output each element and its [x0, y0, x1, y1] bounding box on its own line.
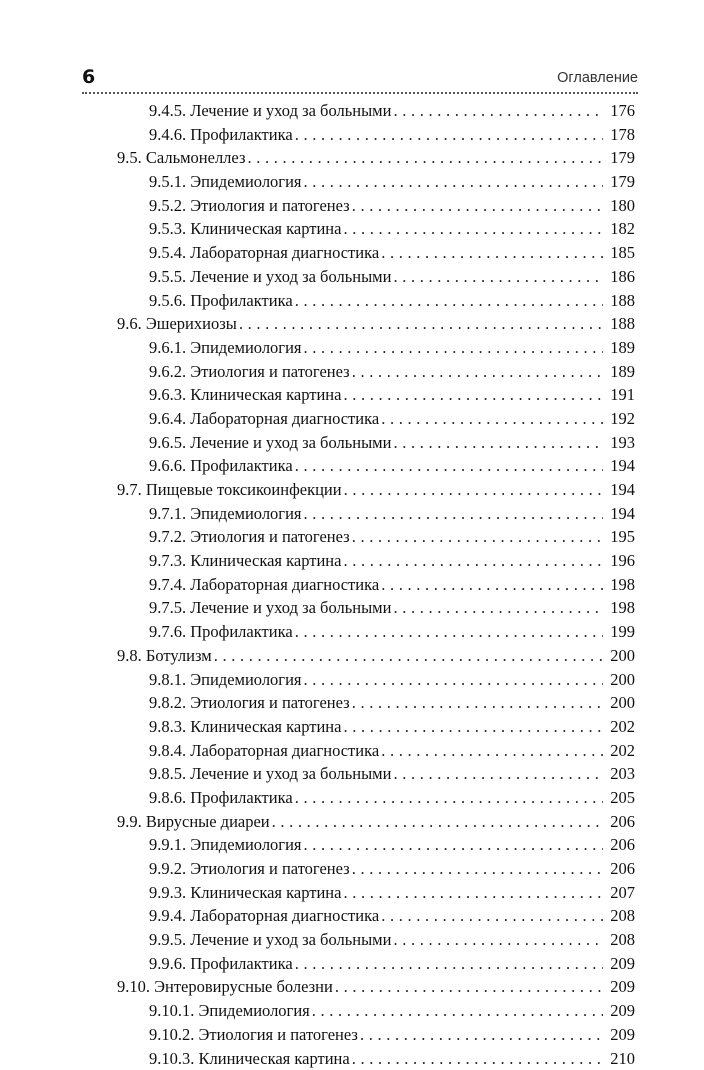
toc-entry-page-number: 202	[603, 739, 635, 763]
toc-entry-title: 9.5.4. Лабораторная диагностика	[149, 241, 381, 265]
toc-entry-title: 9.9.2. Этиология и патогенез	[149, 857, 352, 881]
toc-entry-page-number: 180	[603, 194, 635, 218]
toc-entry-title: 9.7.2. Этиология и патогенез	[149, 525, 352, 549]
page-number: 6	[82, 66, 95, 88]
toc-entry-page-number: 206	[603, 810, 635, 834]
toc-dot-leader	[360, 1023, 603, 1047]
toc-section-entry[interactable]	[0, 644, 704, 668]
header-dotted-rule	[82, 92, 638, 94]
toc-dot-leader	[335, 975, 603, 999]
toc-subsection-entry[interactable]	[0, 407, 704, 431]
toc-entry-page-number: 194	[603, 502, 635, 526]
toc-subsection-entry[interactable]	[0, 431, 704, 455]
toc-dot-leader	[239, 312, 603, 336]
toc-dot-leader	[393, 431, 603, 455]
toc-entry-page-number: 198	[603, 596, 635, 620]
toc-dot-leader	[352, 194, 603, 218]
toc-subsection-entry[interactable]	[0, 715, 704, 739]
toc-dot-leader	[381, 904, 603, 928]
toc-entry-title: 9.4.5. Лечение и уход за больными	[149, 99, 393, 123]
toc-dot-leader	[352, 857, 603, 881]
toc-entry-page-number: 206	[603, 833, 635, 857]
toc-subsection-entry[interactable]	[0, 241, 704, 265]
toc-subsection-entry[interactable]	[0, 857, 704, 881]
toc-subsection-entry[interactable]	[0, 928, 704, 952]
page-header	[82, 66, 638, 92]
toc-section-entry[interactable]	[0, 146, 704, 170]
toc-dot-leader	[393, 99, 603, 123]
toc-dot-leader	[352, 1047, 603, 1070]
toc-entry-page-number: 191	[603, 383, 635, 407]
toc-entry-page-number: 195	[603, 525, 635, 549]
toc-entry-title: 9.8.4. Лабораторная диагностика	[149, 739, 381, 763]
toc-dot-leader	[304, 336, 604, 360]
toc-dot-leader	[312, 999, 603, 1023]
toc-dot-leader	[344, 478, 603, 502]
toc-dot-leader	[381, 573, 603, 597]
toc-entry-page-number: 189	[603, 360, 635, 384]
toc-dot-leader	[214, 644, 603, 668]
toc-subsection-entry[interactable]	[0, 454, 704, 478]
toc-subsection-entry[interactable]	[0, 573, 704, 597]
toc-entry-page-number: 200	[603, 644, 635, 668]
toc-entry-page-number: 188	[603, 289, 635, 313]
toc-entry-page-number: 208	[603, 928, 635, 952]
toc-section-entry[interactable]	[0, 312, 704, 336]
toc-entry-title: 9.4.6. Профилактика	[149, 123, 295, 147]
toc-entry-page-number: 199	[603, 620, 635, 644]
toc-entry-page-number: 176	[603, 99, 635, 123]
toc-entry-title: 9.6.3. Клиническая картина	[149, 383, 343, 407]
toc-subsection-entry[interactable]	[0, 999, 704, 1023]
toc-entry-page-number: 192	[603, 407, 635, 431]
toc-entry-title: 9.6.4. Лабораторная диагностика	[149, 407, 381, 431]
toc-dot-leader	[393, 762, 603, 786]
toc-dot-leader	[393, 928, 603, 952]
toc-section-entry[interactable]	[0, 975, 704, 999]
toc-dot-leader	[352, 360, 603, 384]
toc-dot-leader	[247, 146, 603, 170]
toc-dot-leader	[393, 596, 603, 620]
toc-section-entry[interactable]	[0, 478, 704, 502]
toc-dot-leader	[304, 668, 604, 692]
toc-subsection-entry[interactable]	[0, 904, 704, 928]
toc-entry-title: 9.9.5. Лечение и уход за больными	[149, 928, 393, 952]
toc-subsection-entry[interactable]	[0, 739, 704, 763]
toc-entry-page-number: 193	[603, 431, 635, 455]
toc-subsection-entry[interactable]	[0, 786, 704, 810]
toc-dot-leader	[304, 502, 604, 526]
toc-dot-leader	[272, 810, 603, 834]
toc-entry-page-number: 198	[603, 573, 635, 597]
toc-entry-title: 9.10.2. Этиология и патогенез	[149, 1023, 360, 1047]
toc-subsection-entry[interactable]	[0, 383, 704, 407]
toc-subsection-entry[interactable]	[0, 123, 704, 147]
toc-entry-page-number: 209	[603, 952, 635, 976]
toc-entry-title: 9.8.3. Клиническая картина	[149, 715, 343, 739]
toc-entry-page-number: 189	[603, 336, 635, 360]
toc-entry-page-number: 179	[603, 170, 635, 194]
toc-entry-title: 9.6.2. Этиология и патогенез	[149, 360, 352, 384]
toc-entry-page-number: 196	[603, 549, 635, 573]
toc-entry-page-number: 182	[603, 217, 635, 241]
toc-dot-leader	[295, 289, 603, 313]
toc-entry-page-number: 209	[603, 1023, 635, 1047]
toc-entry-page-number: 178	[603, 123, 635, 147]
toc-entry-title: 9.9.4. Лабораторная диагностика	[149, 904, 381, 928]
toc-subsection-entry[interactable]	[0, 549, 704, 573]
toc-entry-page-number: 210	[603, 1047, 635, 1070]
toc-entry-page-number: 202	[603, 715, 635, 739]
toc-entry-title: 9.7.6. Профилактика	[149, 620, 295, 644]
toc-subsection-entry[interactable]	[0, 691, 704, 715]
toc-entry-title: 9.8. Ботулизм	[117, 644, 214, 668]
toc-dot-leader	[295, 123, 603, 147]
toc-entry-title: 9.7.1. Эпидемиология	[149, 502, 304, 526]
toc-dot-leader	[352, 691, 603, 715]
toc-subsection-entry[interactable]	[0, 336, 704, 360]
toc-subsection-entry[interactable]	[0, 360, 704, 384]
toc-entry-page-number: 209	[603, 999, 635, 1023]
toc-subsection-entry[interactable]	[0, 952, 704, 976]
toc-entry-page-number: 208	[603, 904, 635, 928]
toc-entry-title: 9.8.1. Эпидемиология	[149, 668, 304, 692]
toc-dot-leader	[343, 715, 603, 739]
toc-subsection-entry[interactable]	[0, 217, 704, 241]
toc-entry-page-number: 200	[603, 691, 635, 715]
toc-subsection-entry[interactable]	[0, 194, 704, 218]
toc-subsection-entry[interactable]	[0, 668, 704, 692]
toc-subsection-entry[interactable]	[0, 1047, 704, 1070]
toc-entry-title: 9.10.3. Клиническая картина	[149, 1047, 352, 1070]
toc-subsection-entry[interactable]	[0, 99, 704, 123]
toc-dot-leader	[295, 952, 603, 976]
toc-dot-leader	[343, 549, 603, 573]
toc-entry-title: 9.10. Энтеровирусные болезни	[117, 975, 335, 999]
toc-subsection-entry[interactable]	[0, 170, 704, 194]
toc-entry-title: 9.10.1. Эпидемиология	[149, 999, 312, 1023]
toc-entry-page-number: 185	[603, 241, 635, 265]
toc-subsection-entry[interactable]	[0, 762, 704, 786]
toc-subsection-entry[interactable]	[0, 1023, 704, 1047]
toc-entry-title: 9.7.5. Лечение и уход за больными	[149, 596, 393, 620]
toc-dot-leader	[393, 265, 603, 289]
toc-entry-page-number: 194	[603, 478, 635, 502]
toc-entry-title: 9.9.3. Клиническая картина	[149, 881, 343, 905]
toc-entry-title: 9.6.6. Профилактика	[149, 454, 295, 478]
toc-dot-leader	[304, 833, 604, 857]
toc-entry-page-number: 200	[603, 668, 635, 692]
toc-entry-page-number: 194	[603, 454, 635, 478]
toc-entry-title: 9.5.1. Эпидемиология	[149, 170, 304, 194]
toc-entry-title: 9.5.5. Лечение и уход за больными	[149, 265, 393, 289]
running-title: Оглавление	[557, 69, 638, 87]
toc-entry-title: 9.6.1. Эпидемиология	[149, 336, 304, 360]
toc-entry-title: 9.5. Сальмонеллез	[117, 146, 247, 170]
toc-entry-title: 9.6.5. Лечение и уход за больными	[149, 431, 393, 455]
toc-entry-title: 9.5.3. Клиническая картина	[149, 217, 343, 241]
toc-section-entry[interactable]	[0, 810, 704, 834]
toc-dot-leader	[295, 786, 603, 810]
toc-subsection-entry[interactable]	[0, 525, 704, 549]
table-of-contents	[0, 99, 704, 1070]
toc-entry-page-number: 209	[603, 975, 635, 999]
toc-dot-leader	[381, 407, 603, 431]
toc-entry-page-number: 179	[603, 146, 635, 170]
toc-entry-title: 9.8.5. Лечение и уход за больными	[149, 762, 393, 786]
toc-dot-leader	[295, 620, 603, 644]
toc-entry-title: 9.5.2. Этиология и патогенез	[149, 194, 352, 218]
toc-subsection-entry[interactable]	[0, 833, 704, 857]
toc-entry-title: 9.8.2. Этиология и патогенез	[149, 691, 352, 715]
toc-entry-title: 9.9.6. Профилактика	[149, 952, 295, 976]
toc-entry-page-number: 207	[603, 881, 635, 905]
toc-entry-title: 9.8.6. Профилактика	[149, 786, 295, 810]
toc-dot-leader	[295, 454, 603, 478]
toc-entry-title: 9.6. Эшерихиозы	[117, 312, 239, 336]
toc-entry-title: 9.9.1. Эпидемиология	[149, 833, 304, 857]
toc-entry-title: 9.5.6. Профилактика	[149, 289, 295, 313]
toc-subsection-entry[interactable]	[0, 265, 704, 289]
toc-dot-leader	[343, 881, 603, 905]
toc-entry-page-number: 186	[603, 265, 635, 289]
toc-subsection-entry[interactable]	[0, 596, 704, 620]
toc-entry-title: 9.7.4. Лабораторная диагностика	[149, 573, 381, 597]
toc-dot-leader	[381, 241, 603, 265]
toc-dot-leader	[352, 525, 603, 549]
toc-entry-title: 9.7. Пищевые токсикоинфекции	[117, 478, 344, 502]
toc-dot-leader	[343, 383, 603, 407]
toc-entry-title: 9.9. Вирусные диареи	[117, 810, 272, 834]
toc-entry-page-number: 188	[603, 312, 635, 336]
toc-entry-page-number: 205	[603, 786, 635, 810]
toc-dot-leader	[381, 739, 603, 763]
toc-subsection-entry[interactable]	[0, 502, 704, 526]
toc-dot-leader	[343, 217, 603, 241]
toc-entry-page-number: 203	[603, 762, 635, 786]
toc-dot-leader	[304, 170, 604, 194]
toc-subsection-entry[interactable]	[0, 881, 704, 905]
toc-subsection-entry[interactable]	[0, 289, 704, 313]
toc-subsection-entry[interactable]	[0, 620, 704, 644]
toc-entry-title: 9.7.3. Клиническая картина	[149, 549, 343, 573]
toc-entry-page-number: 206	[603, 857, 635, 881]
